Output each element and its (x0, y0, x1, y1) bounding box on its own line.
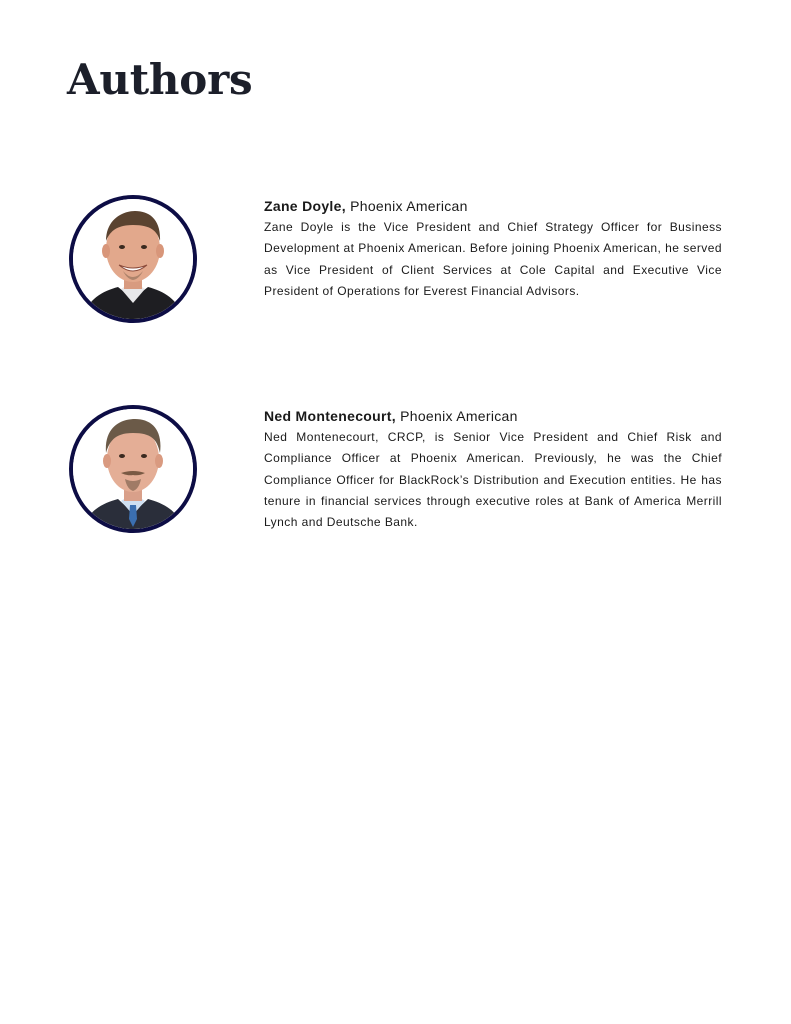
author-heading (264, 405, 722, 427)
author-name: Ned Montenecourt, (264, 408, 396, 424)
author-heading (264, 195, 722, 217)
portrait-photo (73, 409, 193, 529)
author-bio (264, 195, 722, 302)
author-company: Phoenix American (350, 198, 468, 214)
page-title: Authors (67, 55, 253, 104)
author-bio (264, 405, 722, 533)
author-company: Phoenix American (400, 408, 518, 424)
author-photo (69, 195, 197, 323)
author-bio-text: Ned Montenecourt, CRCP, is Senior Vice President and Chief Risk and Compliance Officer at Phoenix American. Previously, he was the Chief Compliance Officer for BlackRock’s Distribution and Execution entities. He has tenure in financial services through executive roles at Bank of America Merrill Lynch and Deutsche Bank. (264, 430, 722, 530)
author-photo (69, 405, 197, 533)
portrait-photo (73, 199, 193, 319)
author-name: Zane Doyle, (264, 198, 346, 214)
author-bio-text: Zane Doyle is the Vice President and Chief Strategy Officer for Business Development at Phoenix American. Before joining Phoenix American, he served as Vice President of Client Services at Cole Capital and Executive Vice President of Operations for Everest Financial Advisors. (264, 220, 722, 298)
